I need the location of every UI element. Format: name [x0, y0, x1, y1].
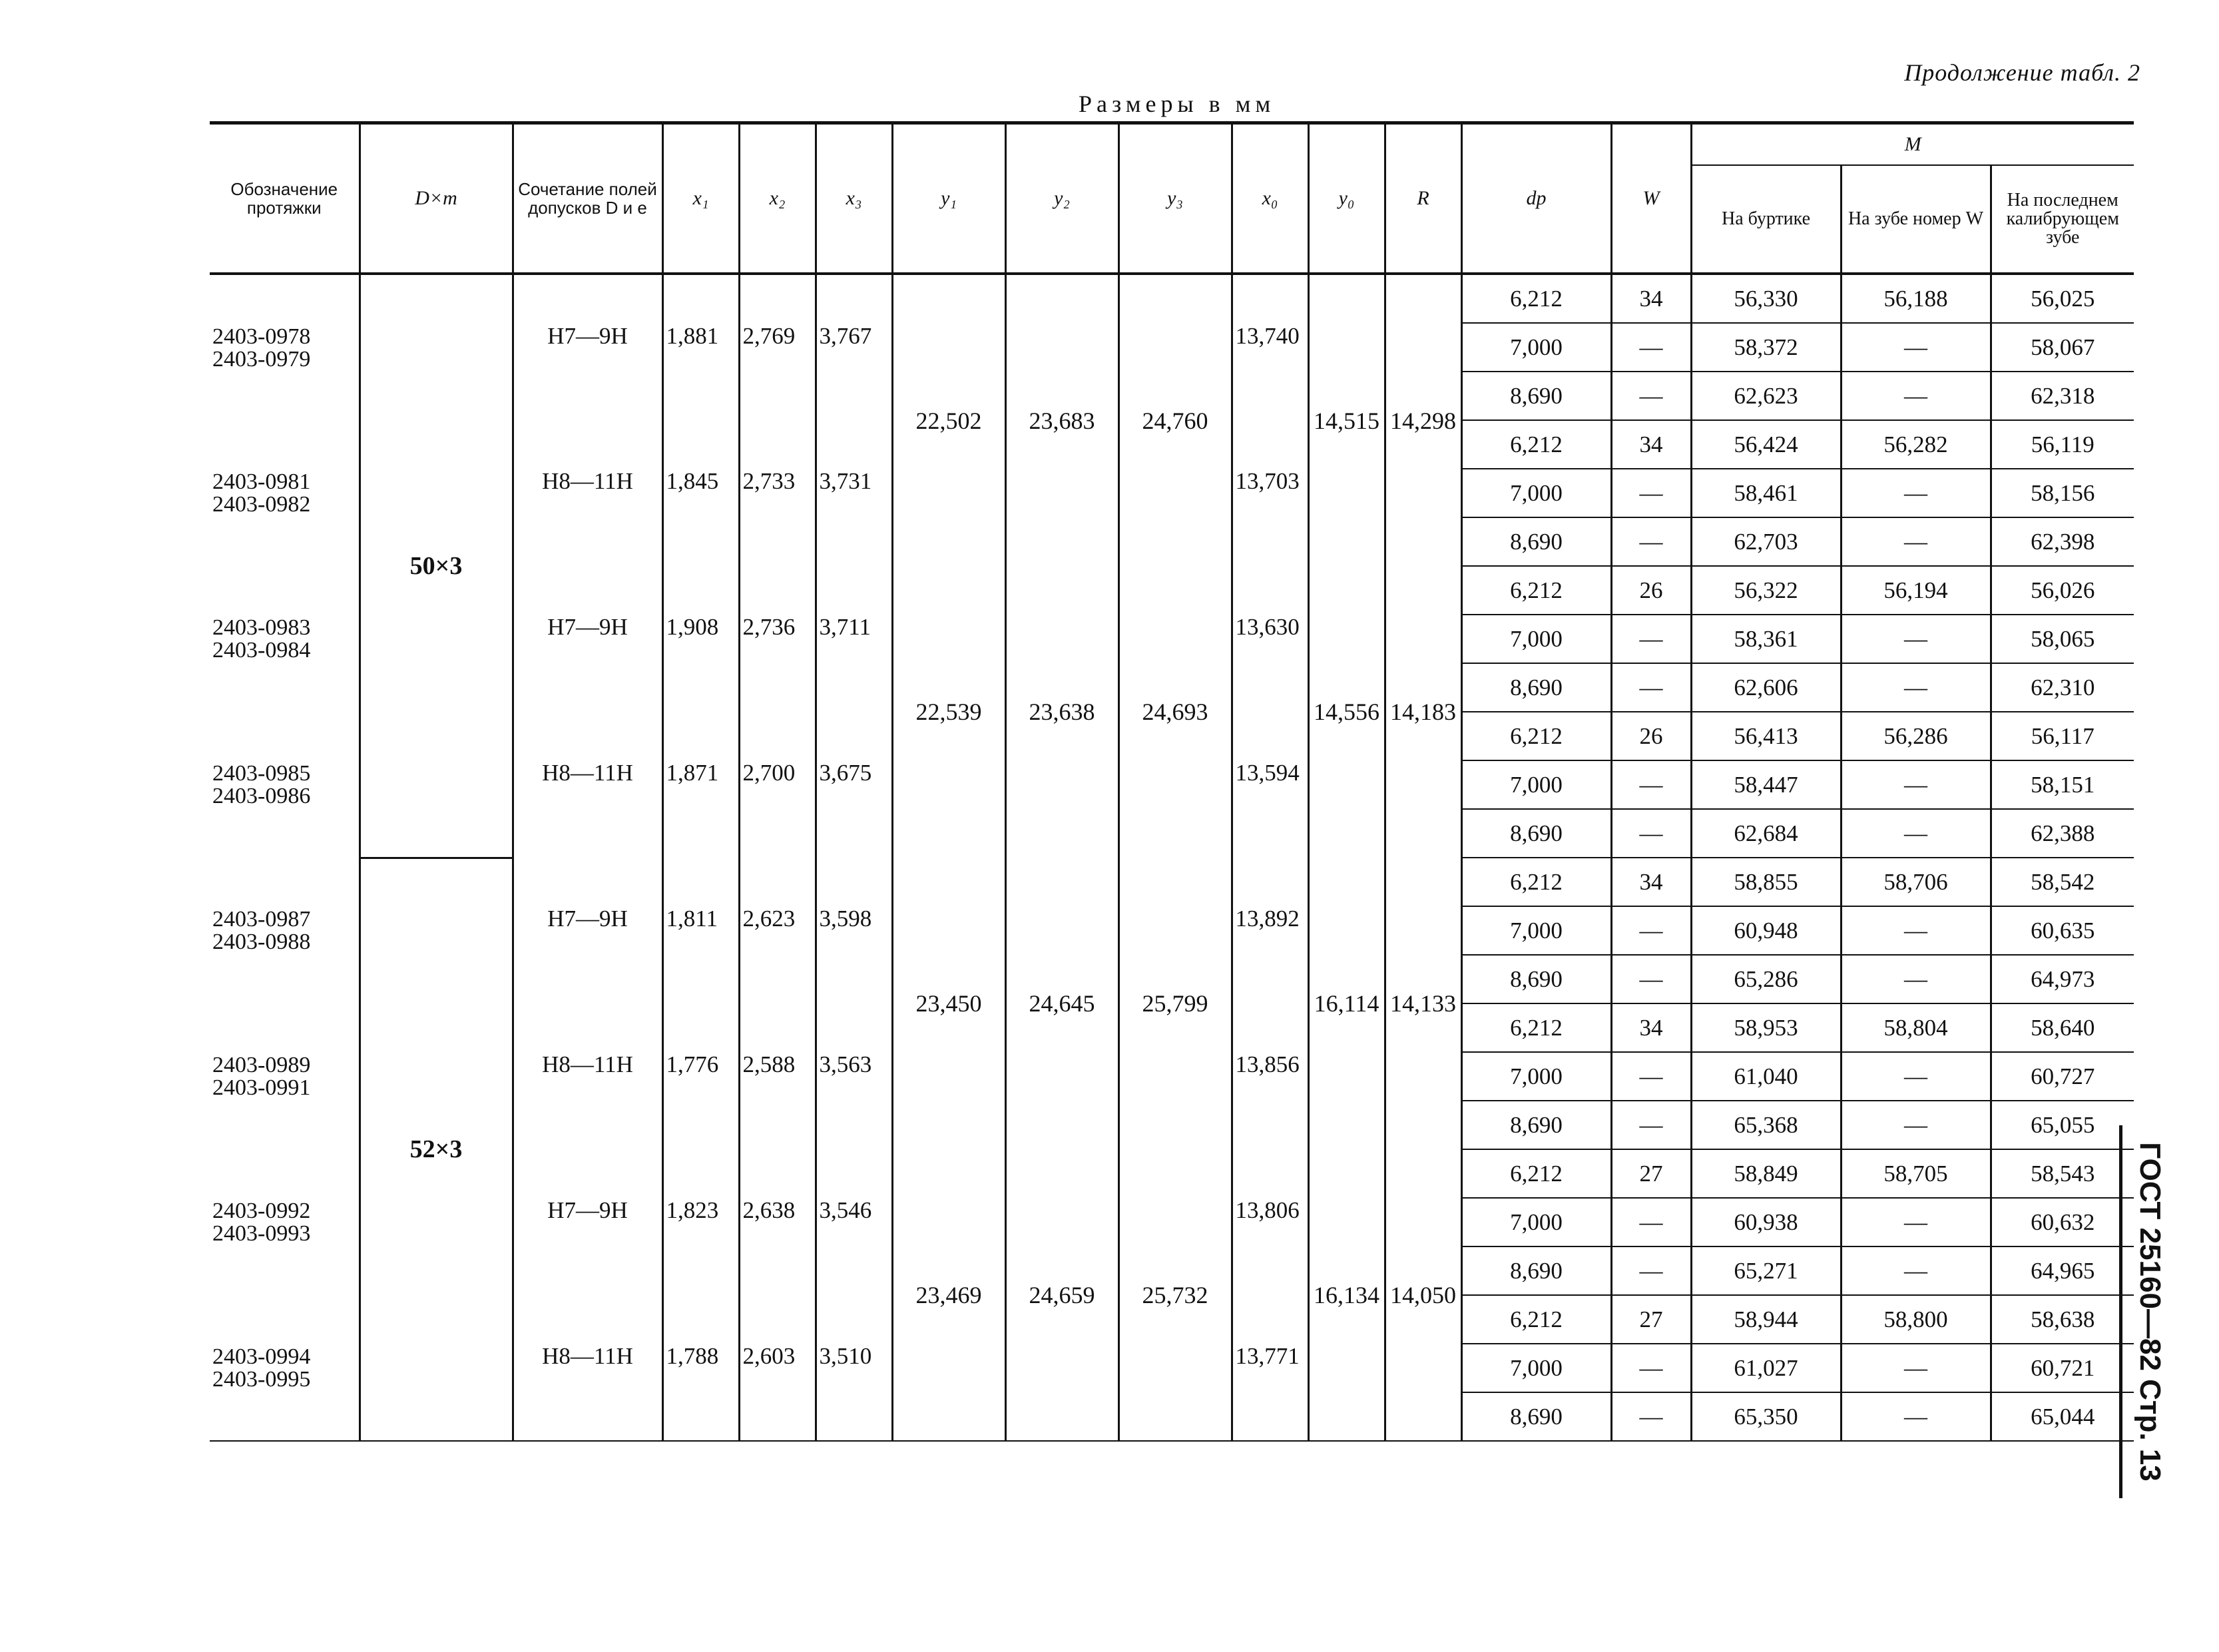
- x0-cell: 13,806: [1232, 1149, 1308, 1295]
- w-cell: —: [1611, 323, 1691, 372]
- dp-cell: 6,212: [1461, 1003, 1611, 1052]
- m-tooth-cell: —: [1841, 663, 1991, 712]
- m-collar-cell: 62,684: [1691, 809, 1841, 858]
- m-collar-cell: 65,286: [1691, 955, 1841, 1003]
- m-last-cell: 58,542: [1991, 858, 2134, 906]
- x3-cell: 3,711: [816, 566, 892, 712]
- w-cell: —: [1611, 1344, 1691, 1392]
- m-collar-cell: 65,350: [1691, 1392, 1841, 1441]
- dp-cell: 6,212: [1461, 420, 1611, 469]
- designation-cell: [210, 1149, 360, 1295]
- w-cell: 26: [1611, 566, 1691, 615]
- y0-cell: 14,515: [1308, 274, 1385, 566]
- m-last-cell: 58,640: [1991, 1003, 2134, 1052]
- designation-code: 2403-0978: [212, 324, 311, 349]
- designation-code: 2403-0985: [212, 761, 311, 786]
- designation-code: 2403-0995: [212, 1367, 311, 1392]
- header-m-tooth: На зубе номер W: [1841, 165, 1991, 274]
- m-tooth-cell: —: [1841, 1198, 1991, 1246]
- dp-cell: 7,000: [1461, 615, 1611, 663]
- x2-cell: 2,700: [739, 712, 816, 858]
- m-collar-cell: 61,027: [1691, 1344, 1841, 1392]
- designation-code: 2403-0979: [212, 347, 311, 372]
- m-last-cell: 62,388: [1991, 809, 2134, 858]
- w-cell: —: [1611, 663, 1691, 712]
- dp-cell: 8,690: [1461, 1246, 1611, 1295]
- w-cell: —: [1611, 809, 1691, 858]
- y1-cell: 23,469: [892, 1149, 1005, 1441]
- x0-cell: 13,703: [1232, 420, 1308, 566]
- w-cell: —: [1611, 372, 1691, 420]
- m-collar-cell: 65,368: [1691, 1101, 1841, 1149]
- x1-cell: 1,823: [662, 1149, 739, 1295]
- x1-cell: 1,845: [662, 420, 739, 566]
- designation-code: 2403-0988: [212, 930, 311, 954]
- dp-cell: 8,690: [1461, 809, 1611, 858]
- y2-cell: 24,659: [1005, 1149, 1118, 1441]
- m-tooth-cell: —: [1841, 372, 1991, 420]
- m-tooth-cell: —: [1841, 1052, 1991, 1101]
- m-collar-cell: 58,447: [1691, 760, 1841, 809]
- dp-cell: 8,690: [1461, 517, 1611, 566]
- designation-code: 2403-0994: [212, 1344, 311, 1369]
- x3-cell: 3,767: [816, 274, 892, 420]
- dp-cell: 7,000: [1461, 906, 1611, 955]
- x0-cell: 13,892: [1232, 858, 1308, 1003]
- x0-cell: 13,856: [1232, 1003, 1308, 1149]
- m-last-cell: 64,965: [1991, 1246, 2134, 1295]
- dp-cell: 7,000: [1461, 1344, 1611, 1392]
- designation-code: 2403-0989: [212, 1053, 311, 1077]
- w-cell: —: [1611, 760, 1691, 809]
- x2-cell: 2,588: [739, 1003, 816, 1149]
- tolerance-cell: H8—11H: [513, 712, 662, 858]
- tolerance-cell: H7—9H: [513, 566, 662, 712]
- header-x3: x₃: [816, 123, 892, 274]
- header-m-last: На последнем калибрующем зубе: [1991, 165, 2134, 274]
- header-y1: y₁: [892, 123, 1005, 274]
- m-tooth-cell: 58,804: [1841, 1003, 1991, 1052]
- y2-cell: 23,683: [1005, 274, 1118, 566]
- dp-cell: 6,212: [1461, 1149, 1611, 1198]
- header-x0: x₀: [1232, 123, 1308, 274]
- tolerance-cell: H7—9H: [513, 1149, 662, 1295]
- m-tooth-cell: 56,194: [1841, 566, 1991, 615]
- x3-cell: 3,731: [816, 420, 892, 566]
- m-collar-cell: 58,461: [1691, 469, 1841, 517]
- m-collar-cell: 62,606: [1691, 663, 1841, 712]
- x2-cell: 2,733: [739, 420, 816, 566]
- r-cell: 14,050: [1385, 1149, 1461, 1441]
- m-tooth-cell: —: [1841, 1392, 1991, 1441]
- tolerance-cell: H8—11H: [513, 1295, 662, 1441]
- m-tooth-cell: 58,800: [1841, 1295, 1991, 1344]
- dp-cell: 8,690: [1461, 955, 1611, 1003]
- w-cell: —: [1611, 1392, 1691, 1441]
- x1-cell: 1,908: [662, 566, 739, 712]
- w-cell: —: [1611, 1052, 1691, 1101]
- m-collar-cell: 58,849: [1691, 1149, 1841, 1198]
- m-last-cell: 65,055: [1991, 1101, 2134, 1149]
- x0-cell: 13,594: [1232, 712, 1308, 858]
- x2-cell: 2,623: [739, 858, 816, 1003]
- m-last-cell: 62,310: [1991, 663, 2134, 712]
- y3-cell: 24,693: [1118, 566, 1232, 858]
- m-last-cell: 58,067: [1991, 323, 2134, 372]
- x3-cell: 3,510: [816, 1295, 892, 1441]
- dp-cell: 8,690: [1461, 1101, 1611, 1149]
- m-tooth-cell: 56,286: [1841, 712, 1991, 760]
- table-row: [210, 274, 2134, 323]
- tolerance-cell: H8—11H: [513, 420, 662, 566]
- designation-cell: [210, 1003, 360, 1149]
- designation-code: 2403-0986: [212, 784, 311, 808]
- m-tooth-cell: —: [1841, 1344, 1991, 1392]
- y0-cell: 14,556: [1308, 566, 1385, 858]
- m-last-cell: 62,318: [1991, 372, 2134, 420]
- x3-cell: 3,675: [816, 712, 892, 858]
- y3-cell: 24,760: [1118, 274, 1232, 566]
- y0-cell: 16,114: [1308, 858, 1385, 1149]
- m-last-cell: 58,065: [1991, 615, 2134, 663]
- m-last-cell: 56,026: [1991, 566, 2134, 615]
- w-cell: 34: [1611, 420, 1691, 469]
- units-caption: Размеры в мм: [1079, 91, 1276, 117]
- x0-cell: 13,630: [1232, 566, 1308, 712]
- y1-cell: 23,450: [892, 858, 1005, 1149]
- dm-cell: 52×3: [360, 858, 513, 1441]
- m-collar-cell: 61,040: [1691, 1052, 1841, 1101]
- r-cell: 14,183: [1385, 566, 1461, 858]
- m-collar-cell: 58,372: [1691, 323, 1841, 372]
- x3-cell: 3,563: [816, 1003, 892, 1149]
- m-collar-cell: 56,322: [1691, 566, 1841, 615]
- w-cell: —: [1611, 1198, 1691, 1246]
- w-cell: —: [1611, 517, 1691, 566]
- x1-cell: 1,788: [662, 1295, 739, 1441]
- y3-cell: 25,732: [1118, 1149, 1232, 1441]
- m-last-cell: 56,119: [1991, 420, 2134, 469]
- designation-cell: [210, 712, 360, 858]
- w-cell: —: [1611, 1101, 1691, 1149]
- dp-cell: 7,000: [1461, 1052, 1611, 1101]
- standard-page-label: ГОСТ 25160—82 Стр. 13: [2119, 1125, 2169, 1498]
- m-last-cell: 58,543: [1991, 1149, 2134, 1198]
- m-last-cell: 60,721: [1991, 1344, 2134, 1392]
- x1-cell: 1,881: [662, 274, 739, 420]
- m-tooth-cell: 58,706: [1841, 858, 1991, 906]
- m-tooth-cell: —: [1841, 517, 1991, 566]
- x1-cell: 1,776: [662, 1003, 739, 1149]
- m-tooth-cell: 56,282: [1841, 420, 1991, 469]
- m-collar-cell: 58,944: [1691, 1295, 1841, 1344]
- m-collar-cell: 60,938: [1691, 1198, 1841, 1246]
- dp-cell: 8,690: [1461, 1392, 1611, 1441]
- r-cell: 14,298: [1385, 274, 1461, 566]
- header-designation: Обозначение протяжки: [210, 123, 360, 274]
- m-last-cell: 56,117: [1991, 712, 2134, 760]
- m-tooth-cell: —: [1841, 1246, 1991, 1295]
- dp-cell: 6,212: [1461, 858, 1611, 906]
- m-last-cell: 58,151: [1991, 760, 2134, 809]
- x3-cell: 3,598: [816, 858, 892, 1003]
- designation-cell: [210, 1295, 360, 1441]
- x1-cell: 1,871: [662, 712, 739, 858]
- w-cell: 27: [1611, 1295, 1691, 1344]
- designation-cell: [210, 566, 360, 712]
- m-collar-cell: 58,361: [1691, 615, 1841, 663]
- w-cell: 27: [1611, 1149, 1691, 1198]
- header-combination: Сочетание полей допусков D и e: [513, 123, 662, 274]
- continuation-caption: Продолжение табл. 2: [1904, 59, 2140, 86]
- tolerance-cell: H7—9H: [513, 858, 662, 1003]
- dp-cell: 8,690: [1461, 663, 1611, 712]
- x2-cell: 2,638: [739, 1149, 816, 1295]
- m-collar-cell: 58,953: [1691, 1003, 1841, 1052]
- header-m-collar: На буртике: [1691, 165, 1841, 274]
- m-last-cell: 56,025: [1991, 274, 2134, 323]
- x2-cell: 2,736: [739, 566, 816, 712]
- m-collar-cell: 65,271: [1691, 1246, 1841, 1295]
- header-dp: dp: [1461, 123, 1611, 274]
- y1-cell: 22,539: [892, 566, 1005, 858]
- m-collar-cell: 62,703: [1691, 517, 1841, 566]
- m-last-cell: 64,973: [1991, 955, 2134, 1003]
- dp-cell: 7,000: [1461, 1198, 1611, 1246]
- m-last-cell: 58,638: [1991, 1295, 2134, 1344]
- m-tooth-cell: —: [1841, 906, 1991, 955]
- dp-cell: 6,212: [1461, 712, 1611, 760]
- m-collar-cell: 56,424: [1691, 420, 1841, 469]
- designation-cell: [210, 858, 360, 1003]
- designation-code: 2403-0993: [212, 1221, 311, 1246]
- x2-cell: 2,769: [739, 274, 816, 420]
- m-last-cell: 60,727: [1991, 1052, 2134, 1101]
- m-collar-cell: 56,330: [1691, 274, 1841, 323]
- y3-cell: 25,799: [1118, 858, 1232, 1149]
- x0-cell: 13,740: [1232, 274, 1308, 420]
- dimensions-table: [210, 121, 2134, 1442]
- m-last-cell: 58,156: [1991, 469, 2134, 517]
- designation-code: 2403-0983: [212, 615, 311, 640]
- header-w: W: [1611, 123, 1691, 274]
- tolerance-cell: H8—11H: [513, 1003, 662, 1149]
- designation-cell: [210, 274, 360, 420]
- w-cell: 34: [1611, 858, 1691, 906]
- header-y3: y₃: [1118, 123, 1232, 274]
- header-x2: x₂: [739, 123, 816, 274]
- y2-cell: 23,638: [1005, 566, 1118, 858]
- designation-code: 2403-0992: [212, 1199, 311, 1223]
- m-tooth-cell: —: [1841, 469, 1991, 517]
- x1-cell: 1,811: [662, 858, 739, 1003]
- table-body: [210, 274, 2134, 1441]
- m-tooth-cell: —: [1841, 323, 1991, 372]
- x2-cell: 2,603: [739, 1295, 816, 1441]
- m-tooth-cell: —: [1841, 809, 1991, 858]
- tolerance-cell: H7—9H: [513, 274, 662, 420]
- y1-cell: 22,502: [892, 274, 1005, 566]
- m-collar-cell: 58,855: [1691, 858, 1841, 906]
- w-cell: —: [1611, 469, 1691, 517]
- y2-cell: 24,645: [1005, 858, 1118, 1149]
- x0-cell: 13,771: [1232, 1295, 1308, 1441]
- designation-code: 2403-0984: [212, 638, 311, 663]
- header-m: M: [1691, 123, 2134, 166]
- w-cell: —: [1611, 615, 1691, 663]
- m-last-cell: 65,044: [1991, 1392, 2134, 1441]
- header-x1: x₁: [662, 123, 739, 274]
- designation-code: 2403-0991: [212, 1075, 311, 1100]
- header-r: R: [1385, 123, 1461, 274]
- designation-code: 2403-0981: [212, 469, 311, 494]
- dp-cell: 7,000: [1461, 469, 1611, 517]
- designation-code: 2403-0987: [212, 907, 311, 932]
- dp-cell: 6,212: [1461, 274, 1611, 323]
- w-cell: 26: [1611, 712, 1691, 760]
- dm-cell: 50×3: [360, 274, 513, 858]
- m-collar-cell: 56,413: [1691, 712, 1841, 760]
- m-tooth-cell: 56,188: [1841, 274, 1991, 323]
- m-collar-cell: 60,948: [1691, 906, 1841, 955]
- y0-cell: 16,134: [1308, 1149, 1385, 1441]
- dp-cell: 7,000: [1461, 323, 1611, 372]
- r-cell: 14,133: [1385, 858, 1461, 1149]
- dp-cell: 8,690: [1461, 372, 1611, 420]
- m-tooth-cell: —: [1841, 955, 1991, 1003]
- m-tooth-cell: 58,705: [1841, 1149, 1991, 1198]
- table-row: [210, 858, 2134, 906]
- w-cell: —: [1611, 955, 1691, 1003]
- dp-cell: 7,000: [1461, 760, 1611, 809]
- x3-cell: 3,546: [816, 1149, 892, 1295]
- header-y2: y₂: [1005, 123, 1118, 274]
- header-y0: y₀: [1308, 123, 1385, 274]
- w-cell: —: [1611, 1246, 1691, 1295]
- w-cell: 34: [1611, 1003, 1691, 1052]
- m-last-cell: 60,632: [1991, 1198, 2134, 1246]
- designation-code: 2403-0982: [212, 492, 311, 517]
- w-cell: —: [1611, 906, 1691, 955]
- designation-cell: [210, 420, 360, 566]
- m-collar-cell: 62,623: [1691, 372, 1841, 420]
- dp-cell: 6,212: [1461, 566, 1611, 615]
- m-last-cell: 62,398: [1991, 517, 2134, 566]
- m-tooth-cell: —: [1841, 760, 1991, 809]
- w-cell: 34: [1611, 274, 1691, 323]
- header-dm: D×m: [360, 123, 513, 274]
- dp-cell: 6,212: [1461, 1295, 1611, 1344]
- m-last-cell: 60,635: [1991, 906, 2134, 955]
- m-tooth-cell: —: [1841, 1101, 1991, 1149]
- m-tooth-cell: —: [1841, 615, 1991, 663]
